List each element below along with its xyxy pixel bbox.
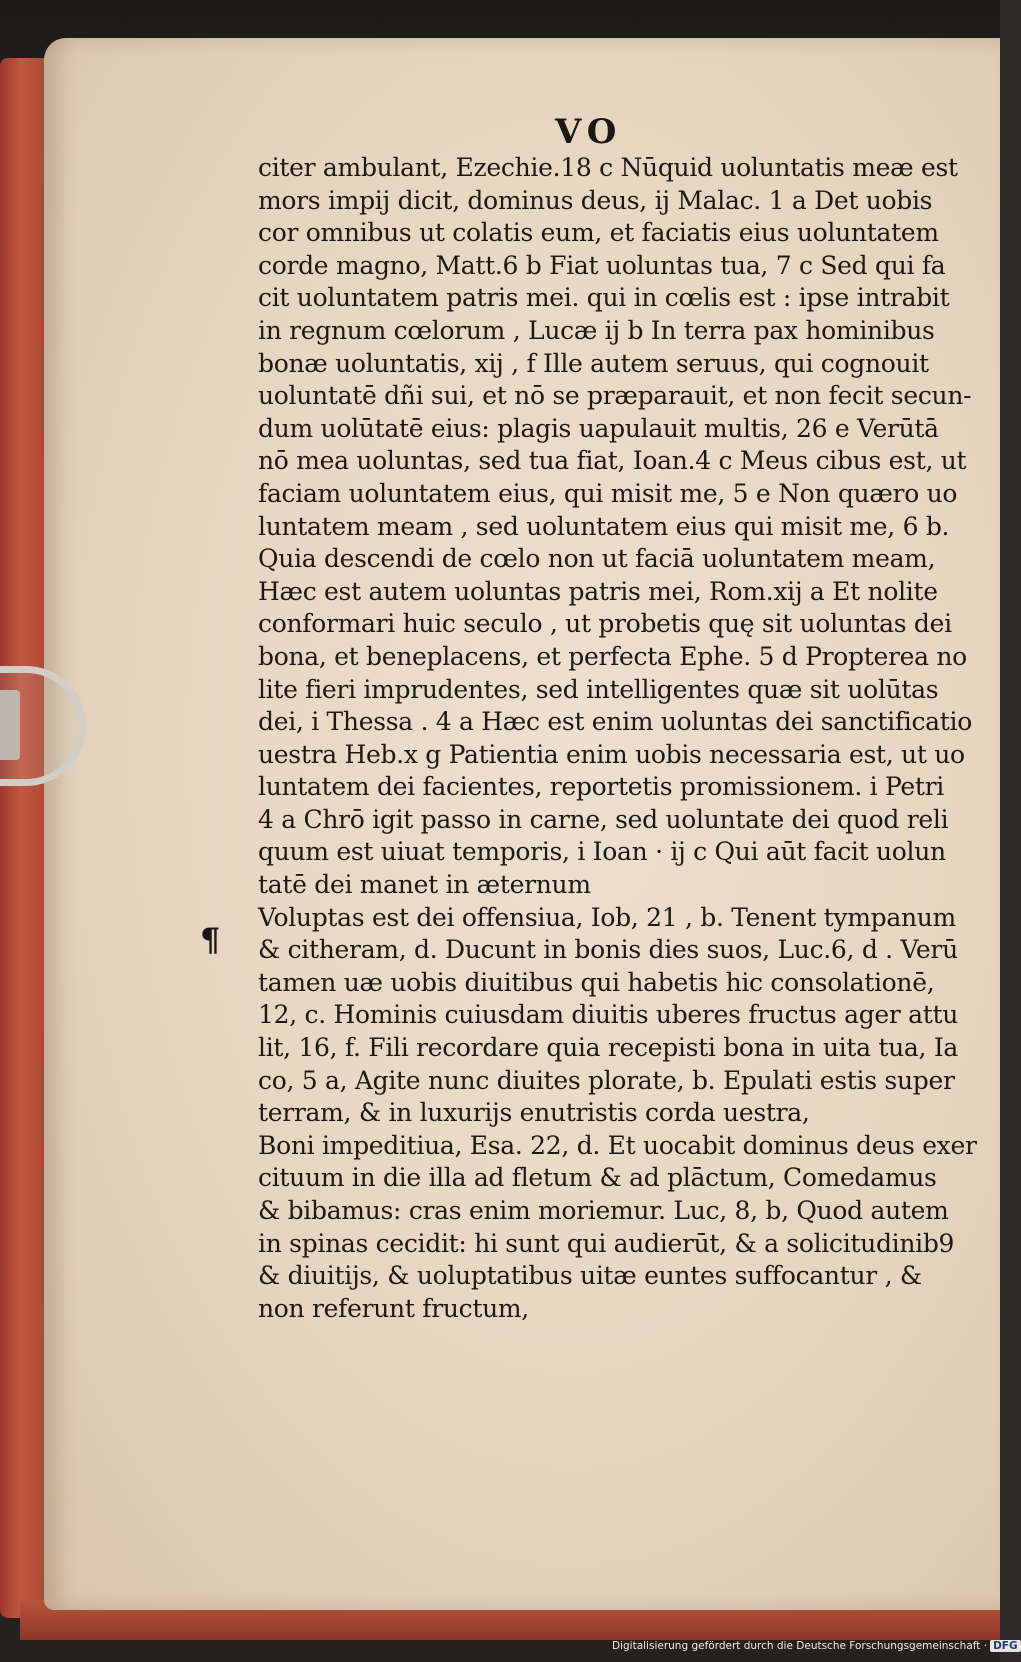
- text-line: lite fieri imprudentes, sed intelligentes quæ sit uolūtas: [258, 674, 939, 704]
- text-line: 12, c. Hominis cuiusdam diuitis uberes fructus ager attu: [258, 1000, 959, 1030]
- text-line: in regnum cœlorum , Lucæ ij b In terra pax hominibus: [258, 315, 935, 345]
- paragraph-mark: ¶: [200, 921, 221, 959]
- text-line: & bibamus: cras enim moriemur. Luc, 8, b, Quod autem: [258, 1196, 949, 1225]
- text-line: corde magno, Matt.6 b Fiat uoluntas tua, 7 c Sed qui fa: [258, 250, 946, 280]
- text-line: mors impij dicit, dominus deus, ij Malac. 1 a Det uobis: [258, 185, 933, 215]
- text-line: 4 a Chrō igit passo in carne, sed uoluntate dei quod reli: [258, 804, 949, 834]
- footer-credit: [612, 1640, 1021, 1652]
- page-text-block: [258, 152, 977, 1325]
- text-line: bonæ uoluntatis, xij , f Ille autem seruus, qui cognouit: [258, 348, 929, 378]
- text-line: in spinas cecidit: hi sunt qui audierūt, & a solicitudinib9: [258, 1228, 955, 1258]
- text-line: nō mea uoluntas, sed tua fiat, Ioan.4 c Meus cibus est, ut: [258, 446, 967, 476]
- text-line: co, 5 a, Agite nunc diuites plorate, b. Epulati estis super: [258, 1065, 955, 1095]
- text-line: quum est uiuat temporis, i Ioan · ij c Qui aūt facit uolun: [258, 837, 946, 867]
- text-line: tamen uæ uobis diuitibus qui habetis hic consolationē,: [258, 967, 935, 997]
- text-line: Boni impeditiua, Esa. 22, d. Et uocabit dominus deus exer: [258, 1130, 977, 1160]
- text-line: cor omnibus ut colatis eum, et faciatis eius uoluntatem: [258, 218, 939, 248]
- text-line: conformari huic seculo , ut probetis quę sit uoluntas dei: [258, 609, 952, 639]
- text-line: bona, et beneplacens, et perfecta Ephe. 5 d Propterea no: [258, 641, 967, 671]
- text-line: uoluntatē dñi sui, et nō se præparauit, et non fecit secun-: [258, 381, 972, 411]
- text-line: & citheram, d. Ducunt in bonis dies suos, Luc.6, d . Verū: [258, 935, 958, 965]
- text-line: & diuitijs, & uoluptatibus uitæ euntes suffocantur , &: [258, 1261, 922, 1291]
- dfg-logo: DFG: [990, 1640, 1021, 1652]
- text-line: lit, 16, f. Fili recordare quia recepisti bona in uita tua, Ia: [258, 1033, 959, 1063]
- footer-text: Digitalisierung gefördert durch die Deutsche Forschungsgemeinschaft ·: [612, 1640, 988, 1652]
- text-line: faciam uoluntatem eius, qui misit me, 5 e Non quæro uo: [258, 478, 958, 508]
- text-line: uestra Heb.x g Patientia enim uobis necessaria est, ut uo: [258, 739, 965, 769]
- text-line: cituum in die illa ad fletum & ad plāctum, Comedamus: [258, 1163, 937, 1193]
- text-line: Quia descendi de cœlo non ut faciā uoluntatem meam,: [258, 544, 936, 574]
- text-line: dei, i Thessa . 4 a Hæc est enim uoluntas dei sanctificatio: [258, 707, 972, 737]
- page-heading: VO: [555, 112, 623, 152]
- text-line: tatē dei manet in æternum: [258, 870, 591, 900]
- text-line: Hæc est autem uoluntas patris mei, Rom.xij a Et nolite: [258, 576, 938, 606]
- text-line: non referunt fructum,: [258, 1293, 529, 1323]
- text-line: dum uolūtatē eius: plagis uapulauit multis, 26 e Verūtā: [258, 413, 939, 443]
- text-line: Voluptas est dei offensiua, Iob, 21 , b. Tenent tympanum: [258, 902, 956, 932]
- text-line: terram, & in luxurijs enutristis corda uestra,: [258, 1098, 810, 1128]
- text-line: citer ambulant, Ezechie.18 c Nūquid uoluntatis meæ est: [258, 153, 958, 182]
- text-line: luntatem dei facientes, reportetis promissionem. i Petri: [258, 772, 944, 802]
- text-line: luntatem meam , sed uoluntatem eius qui misit me, 6 b.: [258, 511, 950, 541]
- text-line: cit uoluntatem patris mei. qui in cœlis est : ipse intrabit: [258, 283, 950, 313]
